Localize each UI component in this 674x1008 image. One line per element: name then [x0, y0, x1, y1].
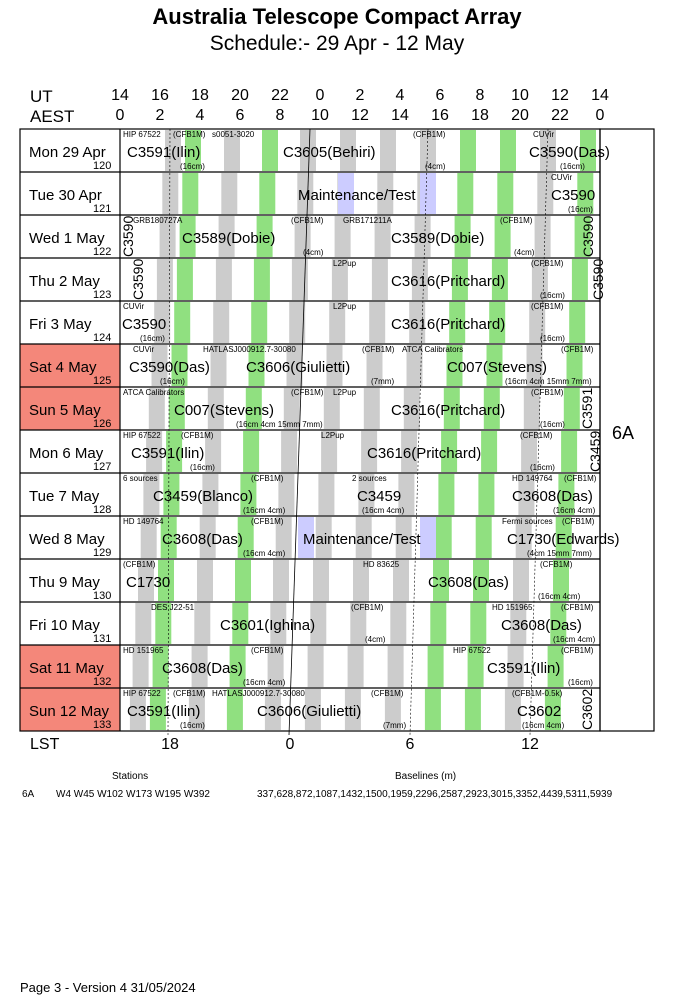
source-annotation: (CFB1M) — [413, 130, 446, 139]
lst-tick: 12 — [521, 736, 539, 753]
day-label: Sat 11 May — [29, 660, 104, 677]
day-of-year: 123 — [93, 289, 112, 301]
source-annotation: DES J22-51 — [151, 603, 195, 612]
source-annotation: Fermi sources — [502, 517, 553, 526]
source-annotation: (16cm) — [180, 721, 205, 730]
source-annotation: HIP 67522 — [123, 689, 161, 698]
source-annotation: (16cm) — [568, 205, 593, 214]
gray-band — [216, 259, 232, 300]
green-band — [497, 173, 513, 214]
day-label: Mon 6 May — [29, 445, 104, 462]
day-label: Tue 30 Apr — [29, 187, 102, 204]
source-annotation: HIP 67522 — [453, 646, 491, 655]
day-of-year: 132 — [93, 676, 112, 688]
source-annotation: (16cm) — [540, 291, 565, 300]
source-annotation: CUVir — [123, 302, 145, 311]
source-annotation: (CFB1M) — [291, 216, 324, 225]
source-annotation: L2Pup — [333, 388, 357, 397]
day-of-year: 124 — [93, 332, 112, 344]
source-annotation: (CFB1M) — [251, 646, 284, 655]
day-label: Wed 8 May — [29, 531, 105, 548]
source-annotation: ATCA Calibrators — [123, 388, 185, 397]
project-label: C3589(Dobie) — [182, 230, 276, 247]
day-label: Thu 9 May — [29, 574, 100, 591]
source-annotation: 2 sources — [352, 474, 387, 483]
gray-band — [380, 130, 396, 171]
ut-tick: 14 — [591, 87, 609, 104]
source-annotation: (CFB1M) — [540, 560, 573, 569]
aest-tick: 10 — [311, 107, 329, 124]
project-label: C1730(Edwards) — [507, 531, 620, 548]
page-info: Page 3 - Version 4 31/05/2024 — [20, 980, 196, 995]
ut-tick: 2 — [355, 87, 365, 104]
gray-band — [273, 560, 289, 601]
lst-tick: 0 — [285, 736, 295, 753]
source-annotation: (16cm) — [540, 420, 565, 429]
maintenance-band — [420, 173, 436, 214]
gray-band — [213, 302, 229, 343]
array-config-label: 6A — [612, 423, 635, 443]
project-label: Maintenance/Test — [298, 187, 416, 204]
gray-band — [221, 173, 237, 214]
aest-tick: 6 — [235, 107, 245, 124]
day-label: Thu 2 May — [29, 273, 100, 290]
source-annotation: (CFB1M-0.5k) — [512, 689, 563, 698]
project-label: C007(Stevens) — [447, 359, 548, 376]
green-band — [174, 302, 190, 343]
source-annotation: HD 83625 — [363, 560, 400, 569]
ut-axis-label: UT — [30, 87, 53, 106]
ut-tick: 18 — [191, 87, 209, 104]
source-annotation: CUVir — [533, 130, 555, 139]
source-annotation: (7mm) — [371, 377, 395, 386]
aest-tick: 20 — [511, 107, 529, 124]
source-annotation: (CFB1M) — [371, 689, 404, 698]
day-of-year: 129 — [93, 547, 112, 559]
green-band — [430, 603, 446, 644]
lst-tick: 18 — [161, 736, 179, 753]
source-annotation: (CFB1M) — [362, 345, 395, 354]
project-label: C3616(Pritchard) — [391, 316, 506, 333]
vertical-project-label: C3591 — [579, 387, 595, 429]
project-label: C3591(Ilin) — [127, 144, 201, 161]
day-label: Mon 29 Apr — [29, 144, 106, 161]
day-of-year: 127 — [93, 461, 112, 473]
source-annotation: (4cm) — [365, 635, 386, 644]
source-annotation: (16cm) — [568, 678, 593, 687]
source-annotation: (CFB1M) — [123, 560, 156, 569]
source-annotation: (16cm) — [540, 334, 565, 343]
source-annotation: (16cm 4cm 15mm 7mm) — [505, 377, 592, 386]
source-annotation: (16cm) — [560, 162, 585, 171]
aest-tick: 8 — [275, 107, 285, 124]
green-band — [425, 689, 441, 730]
source-annotation: (16cm 4cm) — [553, 635, 596, 644]
project-label: C3590 — [122, 316, 167, 333]
gray-band — [348, 646, 364, 687]
ut-tick: 22 — [271, 87, 289, 104]
project-label: C3601(Ighina) — [220, 617, 316, 634]
project-label: C3608(Das) — [162, 531, 243, 548]
project-label: C007(Stevens) — [174, 402, 275, 419]
day-of-year: 121 — [93, 203, 112, 215]
source-annotation: (CFB1M) — [561, 603, 594, 612]
gray-band — [135, 603, 151, 644]
source-annotation: (4cm) — [514, 248, 535, 257]
source-annotation: HD 149764 — [123, 517, 164, 526]
stations-header: Stations — [112, 771, 149, 782]
source-annotation: (4cm) — [303, 248, 324, 257]
footer-config: 6A — [22, 789, 35, 800]
gray-band — [388, 646, 404, 687]
vertical-project-label: C3459 — [587, 430, 603, 472]
gray-band — [313, 560, 329, 601]
gray-band — [364, 388, 380, 429]
green-band — [259, 173, 275, 214]
gray-band — [372, 259, 388, 300]
project-label: C3606(Giulietti) — [246, 359, 351, 376]
source-annotation: HATLASJ000912.7-30080 — [212, 689, 305, 698]
aest-axis-label: AEST — [30, 107, 75, 126]
project-label: C3608(Das) — [501, 617, 582, 634]
project-label: C3459 — [357, 488, 402, 505]
project-label: C3608(Das) — [428, 574, 509, 591]
day-label: Sun 12 May — [29, 703, 110, 720]
source-annotation: (CFB1M) — [531, 388, 564, 397]
green-band — [436, 517, 452, 558]
day-label: Fri 10 May — [29, 617, 100, 634]
source-annotation: (CFB1M) — [251, 474, 284, 483]
gray-band — [369, 302, 385, 343]
green-band — [561, 431, 577, 472]
aest-tick: 4 — [195, 107, 205, 124]
stations-list: W4 W45 W102 W173 W195 W392 — [56, 789, 210, 800]
source-annotation: (16cm 4cm 15mm 7mm) — [236, 420, 323, 429]
baselines-header: Baselines (m) — [395, 771, 457, 782]
green-band — [481, 431, 497, 472]
source-annotation: (16cm 4cm) — [522, 721, 565, 730]
gray-band — [390, 603, 406, 644]
source-annotation: L2Pup — [333, 302, 357, 311]
source-annotation: HIP 67522 — [123, 431, 161, 440]
aest-tick: 0 — [115, 107, 125, 124]
project-label: C3590(Das) — [529, 144, 610, 161]
source-annotation: CUVir — [133, 345, 155, 354]
gray-band — [535, 216, 551, 257]
project-label: C3605(Behiri) — [283, 144, 376, 161]
project-label: C3589(Dobie) — [391, 230, 485, 247]
source-annotation: (4cm) — [425, 162, 446, 171]
ut-tick: 10 — [511, 87, 529, 104]
green-band — [457, 173, 473, 214]
aest-tick: 14 — [391, 107, 409, 124]
project-label: C3459(Blanco) — [153, 488, 254, 505]
gray-band — [157, 259, 173, 300]
source-annotation: (CFB1M) — [561, 646, 594, 655]
lst-tick: 6 — [405, 736, 415, 753]
day-label: Sun 5 May — [29, 402, 101, 419]
green-band — [465, 689, 481, 730]
page-subtitle: Schedule:- 29 Apr - 12 May — [209, 32, 465, 55]
ut-tick: 8 — [475, 87, 485, 104]
source-annotation: CUVir — [551, 173, 573, 182]
ut-tick: 14 — [111, 87, 129, 104]
green-band — [182, 173, 198, 214]
aest-tick: 16 — [431, 107, 449, 124]
green-band — [235, 560, 251, 601]
source-annotation: HATLASJ000912.7-30080 — [203, 345, 296, 354]
day-of-year: 125 — [93, 375, 112, 387]
project-label: C3608(Das) — [512, 488, 593, 505]
source-annotation: s0051-3020 — [212, 130, 255, 139]
green-band — [262, 130, 278, 171]
day-label: Wed 1 May — [29, 230, 105, 247]
source-annotation: (16cm 4cm) — [243, 678, 286, 687]
day-of-year: 122 — [93, 246, 112, 258]
project-label: C3590(Das) — [129, 359, 210, 376]
source-annotation: (CFB1M) — [181, 431, 214, 440]
aest-tick: 18 — [471, 107, 489, 124]
source-annotation: L2Pup — [333, 259, 357, 268]
source-annotation: 6 sources — [123, 474, 158, 483]
day-of-year: 126 — [93, 418, 112, 430]
project-label: C1730 — [126, 574, 171, 591]
source-annotation: (16cm 4cm) — [553, 506, 596, 515]
aest-tick: 12 — [351, 107, 369, 124]
project-label: C3616(Pritchard) — [391, 402, 506, 419]
source-annotation: (16cm 4cm) — [243, 506, 286, 515]
source-annotation: (16cm 4cm) — [538, 592, 581, 601]
project-label: Maintenance/Test — [303, 531, 421, 548]
green-band — [254, 259, 270, 300]
aest-tick: 0 — [595, 107, 605, 124]
green-band — [470, 603, 486, 644]
source-annotation: (4cm 15mm 7mm) — [527, 549, 592, 558]
source-annotation: (CFB1M) — [561, 345, 594, 354]
project-label: C3606(Giulietti) — [257, 703, 362, 720]
maintenance-band — [420, 517, 436, 558]
gray-band — [513, 560, 529, 601]
green-band — [243, 431, 259, 472]
gray-band — [281, 431, 297, 472]
source-annotation: (CFB1M) — [564, 474, 597, 483]
ut-tick: 6 — [435, 87, 445, 104]
green-band — [460, 130, 476, 171]
gray-band — [162, 173, 178, 214]
source-annotation: (CFB1M) — [520, 431, 553, 440]
gray-band — [318, 474, 334, 515]
project-label: C3616(Pritchard) — [367, 445, 482, 462]
day-of-year: 131 — [93, 633, 112, 645]
source-annotation: L2Pup — [321, 431, 345, 440]
gray-band — [194, 603, 210, 644]
gray-band — [308, 646, 324, 687]
aest-tick: 22 — [551, 107, 569, 124]
green-band — [476, 517, 492, 558]
project-label: C3602 — [517, 703, 562, 720]
source-annotation: (16cm 4cm) — [243, 549, 286, 558]
source-annotation: (16cm 4cm) — [362, 506, 405, 515]
project-label: C3616(Pritchard) — [391, 273, 506, 290]
day-of-year: 128 — [93, 504, 112, 516]
source-annotation: ATCA Calibrators — [402, 345, 464, 354]
project-label: C3591(Ilin) — [131, 445, 205, 462]
vertical-project-label: C3590 — [120, 215, 136, 257]
source-annotation: GRB180727A — [133, 216, 183, 225]
aest-tick: 2 — [155, 107, 165, 124]
baselines-list: 337,628,872,1087,1432,1500,1959,2296,2587,2923,3015,3352,4439,5311,5939 — [257, 789, 613, 800]
green-band — [438, 474, 454, 515]
ut-tick: 20 — [231, 87, 249, 104]
source-annotation: (CFB1M) — [531, 302, 564, 311]
ut-tick: 4 — [395, 87, 405, 104]
ut-tick: 12 — [551, 87, 569, 104]
project-label: C3590 — [551, 187, 596, 204]
vertical-project-label: C3590 — [130, 258, 146, 300]
green-band — [478, 474, 494, 515]
source-annotation: (CFB1M) — [291, 388, 324, 397]
green-band — [251, 302, 267, 343]
source-annotation: (CFB1M) — [251, 517, 284, 526]
day-of-year: 133 — [93, 719, 112, 731]
source-annotation: (CFB1M) — [562, 517, 595, 526]
vertical-project-label: C3602 — [579, 688, 595, 730]
source-annotation: (CFB1M) — [173, 689, 206, 698]
source-annotation: HD 151965 — [492, 603, 533, 612]
source-annotation: (CFB1M) — [351, 603, 384, 612]
source-annotation: HD 151965 — [123, 646, 164, 655]
green-band — [572, 259, 588, 300]
source-annotation: (16cm) — [190, 463, 215, 472]
day-label: Tue 7 May — [29, 488, 100, 505]
source-annotation: GRB171211A — [343, 216, 392, 225]
page-title: Australia Telescope Compact Array — [152, 4, 522, 29]
green-band — [177, 259, 193, 300]
vertical-project-label: C3590 — [580, 215, 596, 257]
project-label: C3591(Ilin) — [487, 660, 561, 677]
source-annotation: (16cm) — [140, 334, 165, 343]
ut-tick: 16 — [151, 87, 169, 104]
ut-tick: 0 — [315, 87, 325, 104]
day-of-year: 130 — [93, 590, 112, 602]
source-annotation: (7mm) — [383, 721, 407, 730]
gray-band — [197, 560, 213, 601]
green-band — [564, 388, 580, 429]
source-annotation: (16cm) — [180, 162, 205, 171]
source-annotation: HD 149764 — [512, 474, 553, 483]
vertical-project-label: C3590 — [590, 258, 606, 300]
green-band — [428, 646, 444, 687]
source-annotation: HIP 67522 — [123, 130, 161, 139]
source-annotation: (CFB1M) — [531, 259, 564, 268]
project-label: C3591(Ilin) — [127, 703, 201, 720]
source-annotation: (16cm) — [160, 377, 185, 386]
day-label: Fri 3 May — [29, 316, 92, 333]
green-band — [500, 130, 516, 171]
source-annotation: (CFB1M) — [173, 130, 206, 139]
source-annotation: (16cm) — [530, 463, 555, 472]
day-label: Sat 4 May — [29, 359, 97, 376]
lst-axis-label: LST — [30, 736, 60, 753]
day-of-year: 120 — [93, 160, 112, 172]
green-band — [569, 302, 585, 343]
source-annotation: (CFB1M) — [500, 216, 533, 225]
project-label: C3608(Das) — [162, 660, 243, 677]
